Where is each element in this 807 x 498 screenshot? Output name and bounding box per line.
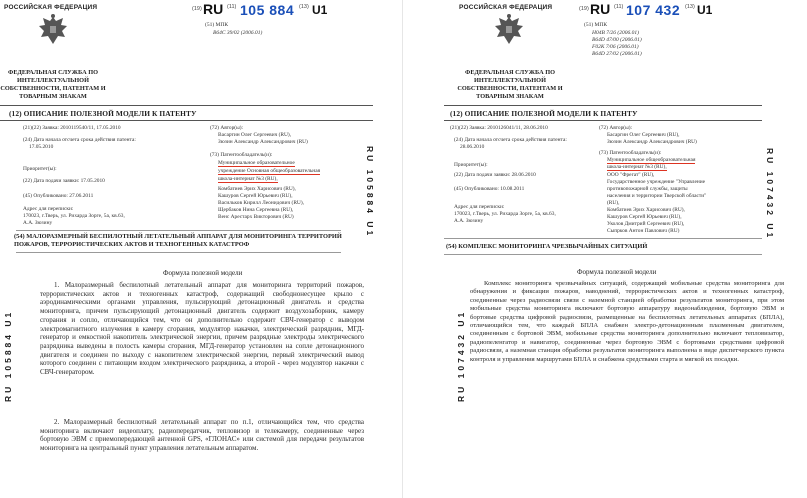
holder-item: Венс Арестарх Викторович (RU) [218,214,294,220]
holder-item: (RU), [607,200,620,206]
vertical-patent-id: RU 105884 U1 [365,146,375,239]
term-start-label: (24) Дата начала отсчета срока действия патента: [23,137,136,143]
holder-item: Уколов Дмитрий Сергеевич (RU), [607,221,685,227]
address-line-1: 170023, г.Тверь, ул. Рихарда Зорге, 5а, кв.63, [454,211,556,217]
divider-line [444,105,762,106]
divider-line [444,120,762,121]
priority-label: Приоритет(ы): [23,166,57,172]
term-start-date: 28.06.2010 [460,144,485,150]
code-19: (19) [192,6,202,12]
vertical-patent-id: RU 107432 U1 [765,148,775,241]
document-title: (12) ОПИСАНИЕ ПОЛЕЗНОЙ МОДЕЛИ К ПАТЕНТУ [450,109,638,118]
patent-document-right [404,0,807,498]
document-title: (12) ОПИСАНИЕ ПОЛЕЗНОЙ МОДЕЛИ К ПАТЕНТУ [9,109,197,118]
author-item: Зюзин Александр Александрович (RU) [218,139,308,145]
kind-code: U1 [697,3,713,17]
holder-item: Кашуров Сергей Юрьевич (RU), [218,193,293,199]
holder-item-highlighted: учреждение Основная общеобразовательная [218,168,321,174]
mpk-entry: H04B 7/26 (2006.01) [592,30,639,36]
holder-item: Васильков Кирилл Леонидович (RU), [218,200,304,206]
divider-line [0,105,373,106]
formula-heading: Формула полезной модели [577,268,657,276]
holder-item-highlighted: Муниципальное образовательное [218,160,295,166]
holders-label: (73) Патентообладатель(и): [599,150,662,156]
model-title: (54) КОМПЛЕКС МОНИТОРИНГА ЧРЕЗВЫЧАЙНЫХ СИТУАЦИЙ [446,243,648,250]
address-line-2: А.А. Зюзину [23,220,53,226]
page-divider [402,0,403,498]
vertical-patent-id: RU 107432 U1 [456,309,466,402]
mpk-entry: B64D 47/00 (2006.01) [592,37,642,43]
author-item: Басаргин Олег Сергеевич (RU), [607,132,680,138]
divider-line [16,230,341,231]
eagle-crest-icon [492,13,526,47]
divider-line [16,252,341,253]
divider-line [0,120,373,121]
model-title: (54) МАЛОРАЗМЕРНЫЙ БЕСПИЛОТНЫЙ ЛЕТАТЕЛЬНЫЙ АППАРАТ ДЛЯ МОНИТОРИНГА ТЕРРИТОРИЙ ПОЖАРОВ, ТЕРРОРИСТИЧЕСКИХ АКТОВ И ТЕХНОГЕННЫХ КАТАСТРОФ [14,233,342,248]
publication-date: (45) Опубликовано: 27.06.2011 [23,193,94,199]
application-field: (21)(22) Заявка: 2010119540/11, 17.05.2010 [23,125,121,131]
agency-name: ФЕДЕРАЛЬНАЯ СЛУЖБА ПО ИНТЕЛЛЕКТУАЛЬНОЙ СОБСТВЕННОСТИ, ПАТЕНТАМ И ТОВАРНЫМ ЗНАКАМ [0,69,106,100]
code-11: (11) [227,4,237,10]
mpk-entry: B64C 39/02 (2006.01) [213,30,263,36]
term-start-label: (24) Дата начала отсчета срока действия патента: [454,137,567,143]
country-code: RU [203,1,224,17]
divider-line [444,254,762,255]
authors-label: (72) Автор(ы): [210,125,244,131]
address-label: Адрес для переписки: [23,206,74,212]
kind-code: U1 [312,3,328,17]
holder-item: Щербаков Нина Сергеевна (RU), [218,207,294,213]
code-19: (19) [579,6,589,12]
holder-item: Сыпрков Антон Павлович (RU) [607,228,680,234]
address-label: Адрес для переписки: [454,204,505,210]
holder-item: Кашуров Сергей Юрьевич (RU), [607,214,682,220]
application-field: (21)(22) Заявка: 2010126041/11, 28.06.2010 [450,125,548,131]
term-start-date: 17.05.2010 [29,144,54,150]
holder-item: населения и территории Тверской области" [607,193,707,199]
authors-label: (72) Автор(ы): [599,125,633,131]
filing-date: (22) Дата подачи заявки: 28.06.2010 [454,172,536,178]
patent-document-left [0,0,403,498]
agency-name: ФЕДЕРАЛЬНАЯ СЛУЖБА ПО ИНТЕЛЛЕКТУАЛЬНОЙ СОБСТВЕННОСТИ, ПАТЕНТАМ И ТОВАРНЫМ ЗНАКАМ [457,69,563,100]
formula-heading: Формула полезной модели [163,269,243,277]
address-line-2: А.А. Зюзину [454,218,484,224]
country-code: RU [590,1,611,17]
patent-number: 105 884 [240,2,295,18]
holder-item: Комбатиев Эрих Харисович (RU), [607,207,685,213]
priority-label: Приоритет(ы): [454,162,488,168]
holder-item: ООО "Фрегат" (RU), [607,172,655,178]
country-name: РОССИЙСКАЯ ФЕДЕРАЦИЯ [459,4,553,11]
claim-paragraph: 1. Малоразмерный беспилотный летательный аппарат для мониторинга территорий пожаров, террористических актов и техногенных катастроф, содержащий свободнонесущее крыло с аэродинамическими органами управления, пульсирующий детонационный двигатель и средства мониторинга, причем пульсирующий детонационный двигатель содержит воздухозаборник, камеру сгорания и сопло, отличающийся тем, что он дополнительно содержит СВЧ-генератор с выводом электромагнитного излучения в камеру сгорания, модулятор накачки, электрический разрядник, МГД-генератор и емкостной накопитель электрической энергии, причем разрядные электроды электрического разрядника выведены в полость камеры сгорания, МГД-генератор установлен на сопле детонационного двигателя и соединен по выходу с накопителем электрической энергии, первый электрический вывод которого соединен с питающим входом электрического разрядника, а второй - через модулятор накачки с СВЧ-генератором. [40,281,364,377]
filing-date: (22) Дата подачи заявки: 17.05.2010 [23,178,105,184]
divider-line [444,238,762,239]
code-13: (13) [299,4,309,10]
publication-date: (45) Опубликовано: 10.08.2011 [454,186,525,192]
mpk-entry: F02K 7/06 (2006.01) [592,44,639,50]
address-line-1: 170023, г.Тверь, ул. Рихарда Зорге, 5а, кв.63, [23,213,125,219]
patent-number: 107 432 [626,2,681,18]
holder-item-highlighted: школа-интернат №3 (RU), [607,164,667,170]
author-item: Васартин Олег Сергеевич (RU), [218,132,292,138]
country-name: РОССИЙСКАЯ ФЕДЕРАЦИЯ [4,4,98,11]
claim-paragraph: 2. Малоразмерный беспилотный летательный аппарат по п.1, отличающийся тем, что средства мониторинга включают видеоплату, радиопередатчик, тепловизор и телекамеру, соединенные через бортовую ЭВМ с приемопередающей антенной GPS, «ГЛОНАС» или системой для передачи результатов мониторинга на центральный пункт управления летательным аппаратом. [40,418,364,453]
code-11: (11) [614,4,624,10]
mpk-label: (51) МПК [584,22,608,28]
claim-paragraph: Комплекс мониторинга чрезвычайных ситуаций, содержащий мобильные средства мониторинга для обнаружения и фиксации пожаров, наводнений, террористических актов и техногенных катастроф, соединенные через радиосвязи связи с наземной станцией обработки результатов мониторинга, при этом мобильные средства мониторинга включают бортовую аппаратуру видеонаблюдения, бортовую ЭВМ и бортовые средства цифровой радиосвязи, размещенные на беспилотных летательных аппаратах (БПЛА), отличающийся тем, что каждый БПЛА снабжен электро-детонационным плазменным двигателем, соединенным с бортовой ЭВМ, мобильные средства мониторинга дополнительно включают тепловизатор, радиопеленгатор и навигатор, соединенные через бортовую ЭВМ с бортовыми средствами цифровой радиосвязи, а наземная станция обработки результатов мониторинга выполнена в виде диспетчерского пункта контроля и управления маршрутами БПЛА и снабжена средствами старта и мягкой их посадки. [470,280,784,363]
holder-item: Комбатиев Эрих Харисович (RU), [218,186,296,192]
holders-label: (73) Патентообладатель(и): [210,152,273,158]
holder-item-highlighted: школа-интернат №3 (RU), [218,176,278,182]
holder-item: Государственное учреждение "Управление [607,179,706,185]
mpk-label: (51) МПК [205,22,229,28]
eagle-crest-icon [36,13,70,47]
vertical-patent-id: RU 105884 U1 [3,309,13,402]
holder-item: противопожарной службы, защиты [607,186,688,192]
author-item: Зюзин Александр Александрович (RU) [607,139,697,145]
mpk-entry: B64D 27/02 (2006.01) [592,51,642,57]
code-13: (13) [685,4,695,10]
holder-item-highlighted: Муниципальное общеобразовательная [607,157,696,163]
